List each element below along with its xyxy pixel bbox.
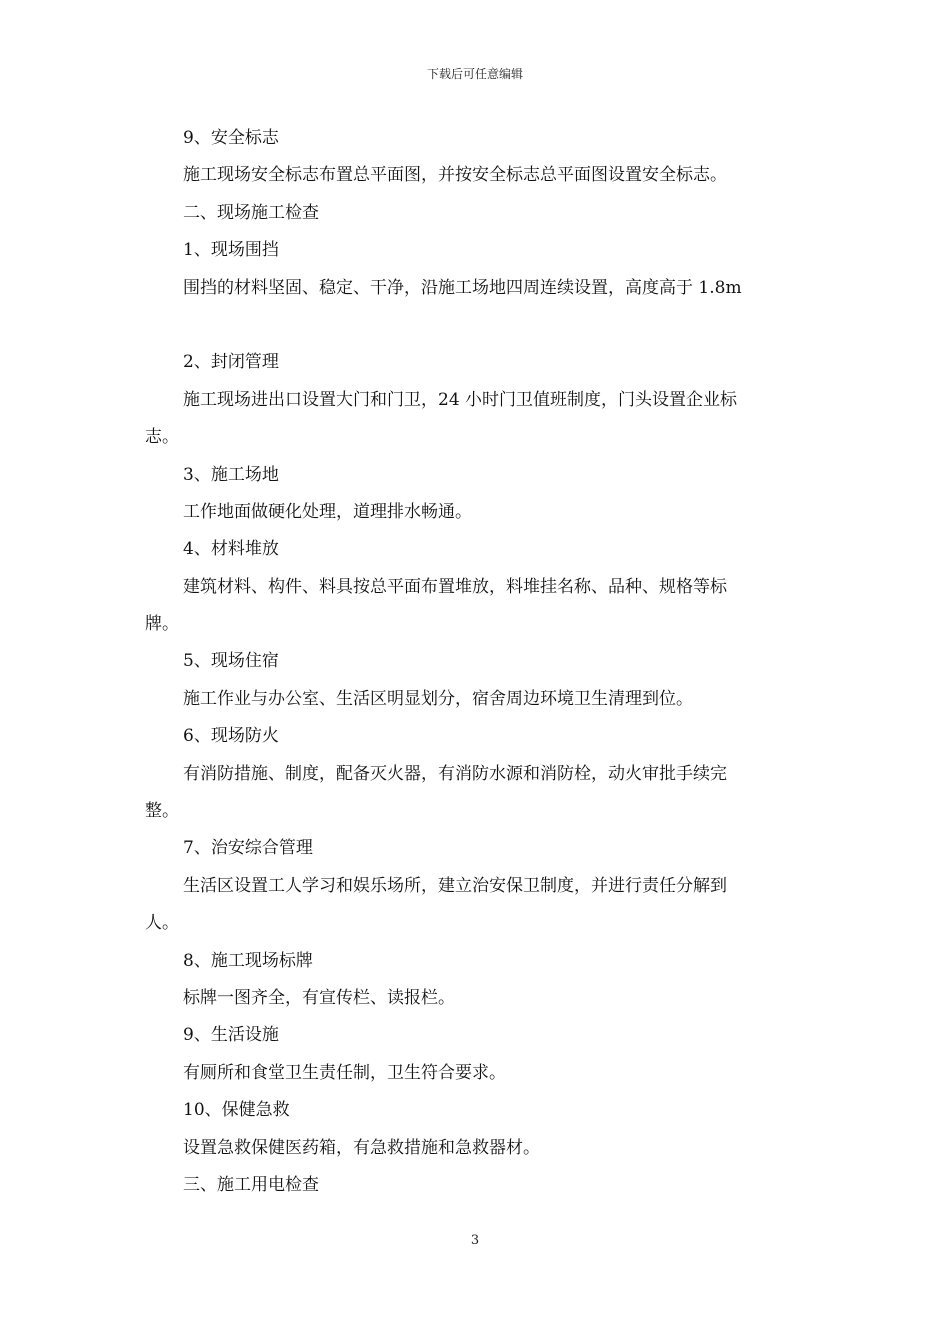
text-line: 2、封闭管理 <box>183 352 279 373</box>
text-line: 三、施工用电检查 <box>183 1174 319 1195</box>
text-line: 志。 <box>145 427 179 448</box>
text-line: 施工作业与办公室、生活区明显划分，宿舍周边环境卫生清理到位。 <box>183 688 693 709</box>
text-line: 有厕所和食堂卫生责任制，卫生符合要求。 <box>183 1062 506 1083</box>
text-line: 3、施工场地 <box>183 464 279 485</box>
text-line: 生活区设置工人学习和娱乐场所，建立治安保卫制度，并进行责任分解到 <box>183 875 727 896</box>
page-header: 下载后可任意编辑 <box>426 67 523 81</box>
text-line: 10、保健急救 <box>183 1100 290 1121</box>
text-line: 建筑材料、构件、料具按总平面布置堆放，料堆挂名称、品种、规格等标 <box>183 576 727 597</box>
text-line: 整。 <box>145 801 179 822</box>
text-line: 施工现场进出口设置大门和门卫，24 小时门卫值班制度，门头设置企业标 <box>183 389 738 410</box>
text-line: 7、治安综合管理 <box>183 838 313 859</box>
text-line: 围挡的材料坚固、稳定、干净，沿施工场地四周连续设置，高度高于 1.8m <box>183 277 742 298</box>
text-line: 6、现场防火 <box>183 726 279 747</box>
text-line: 9、安全标志 <box>183 128 279 148</box>
text-line: 1、现场围挡 <box>183 240 279 261</box>
text-line: 施工现场安全标志布置总平面图，并按安全标志总平面图设置安全标志。 <box>183 165 727 186</box>
text-line: 牌。 <box>145 614 179 635</box>
document-body <box>145 120 810 1204</box>
blank-line <box>145 307 810 344</box>
text-line: 8、施工现场标牌 <box>183 950 313 971</box>
text-line: 工作地面做硬化处理，道理排水畅通。 <box>183 501 472 522</box>
text-line: 人。 <box>145 913 179 934</box>
text-line: 9、生活设施 <box>183 1025 279 1046</box>
text-line: 5、现场住宿 <box>183 651 279 672</box>
text-line: 有消防措施、制度，配备灭火器，有消防水源和消防栓，动火审批手续完 <box>183 763 727 784</box>
page-number: 3 <box>470 1233 480 1248</box>
text-line: 设置急救保健医药箱，有急救措施和急救器材。 <box>183 1137 540 1158</box>
text-line: 二、现场施工检查 <box>183 202 319 223</box>
text-line: 4、材料堆放 <box>183 539 279 560</box>
text-line: 标牌一图齐全，有宣传栏、读报栏。 <box>183 987 455 1008</box>
